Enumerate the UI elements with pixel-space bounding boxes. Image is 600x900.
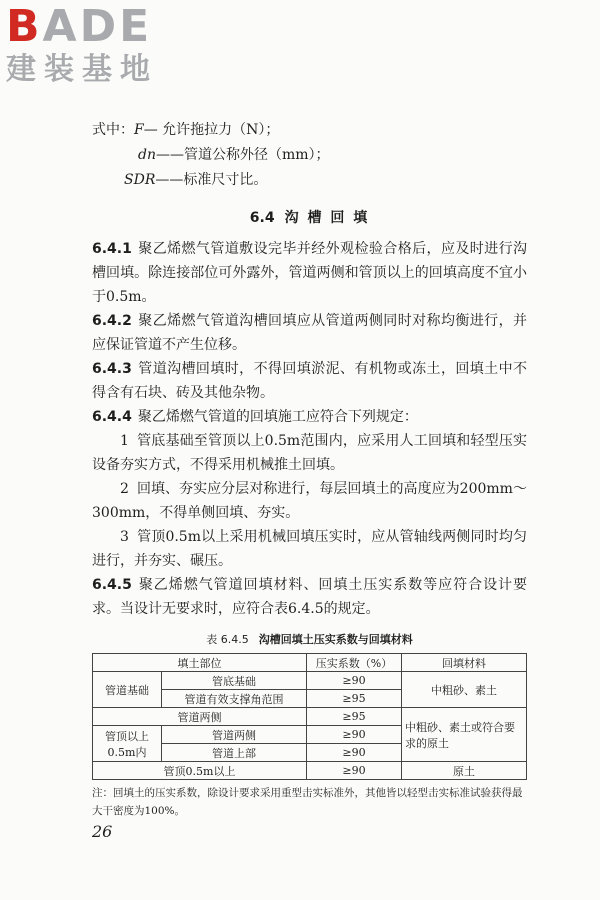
- subitem-1: 1 管底基础至管顶以上0.5m范围内，应采用人工回填和轻型压实设备夯实方式，不得采用机械推土回填。: [92, 433, 527, 473]
- table-row: 管道上部 ≥90: [93, 744, 527, 762]
- page-content: [92, 118, 527, 820]
- clause-6-4-1: 6.4.1 聚乙烯燃气管道敷设完毕并经外观检验合格后，应及时进行沟槽回填。除连接部位可外露外，管道两侧和管顶以上的回填高度不宜小于0.5m。: [92, 241, 527, 305]
- formula-line-1: 式中：F— 允许拖拉力（N）；: [92, 122, 280, 138]
- table-row: 管道基础 管底基础 ≥90 中粗砂、素土: [93, 672, 527, 690]
- clause-6-4-2: 6.4.2 聚乙烯燃气管道沟槽回填应从管道两侧同时对称均衡进行，并应保证管道不产生位移。: [92, 313, 527, 353]
- clause-6-4-5: 6.4.5 聚乙烯燃气管道回填材料、回填土压实系数等应符合设计要求。当设计无要求时，应符合表6.4.5的规定。: [92, 577, 527, 617]
- section-heading: 6.4 沟 槽 回 填: [249, 210, 370, 226]
- bade-logo: [6, 1, 158, 88]
- backfill-table: [92, 653, 527, 780]
- logo-wordmark: BADE: [6, 1, 153, 52]
- logo-subtitle: 建装基地: [6, 52, 158, 87]
- table-row: 管顶0.5m以上 ≥90 原土: [93, 762, 527, 780]
- subitem-2: 2 回填、夯实应分层对称进行，每层回填土的高度应为200mm～300mm，不得单侧回填、夯实。: [92, 481, 527, 521]
- table-row: 管道有效支撑角范围 ≥95: [93, 690, 527, 708]
- clause-6-4-4: 6.4.4 聚乙烯燃气管道的回填施工应符合下列规定：: [92, 409, 418, 425]
- formula-line-3: SDR——标准尺寸比。: [124, 172, 268, 188]
- formula-line-2: dn——管道公称外径（mm）；: [138, 147, 330, 163]
- table-note: 注：回填土的压实系数，除设计要求采用重型击实标准外，其他皆以轻型击实标准试验获得最大干密度为100%。: [92, 787, 523, 817]
- subitem-3: 3 管顶0.5m以上采用机械回填压实时，应从管轴线两侧同时均匀进行，并夯实、碾压。: [92, 529, 527, 569]
- table-row: 管顶以上0.5m内 管道两侧 ≥90: [93, 726, 527, 744]
- page-number: 26: [92, 822, 113, 841]
- table-caption: 表 6.4.5 沟槽回填土压实系数与回填材料: [206, 633, 413, 646]
- clause-6-4-3: 6.4.3 管道沟槽回填时，不得回填淤泥、有机物或冻土，回填土中不得含有石块、砖及其他杂物。: [92, 361, 527, 401]
- table-header-row: 填土部位 压实系数（%） 回填材料: [93, 654, 527, 672]
- table-row: 管道两侧 ≥95 中粗砂、素土或符合要求的原土: [93, 708, 527, 726]
